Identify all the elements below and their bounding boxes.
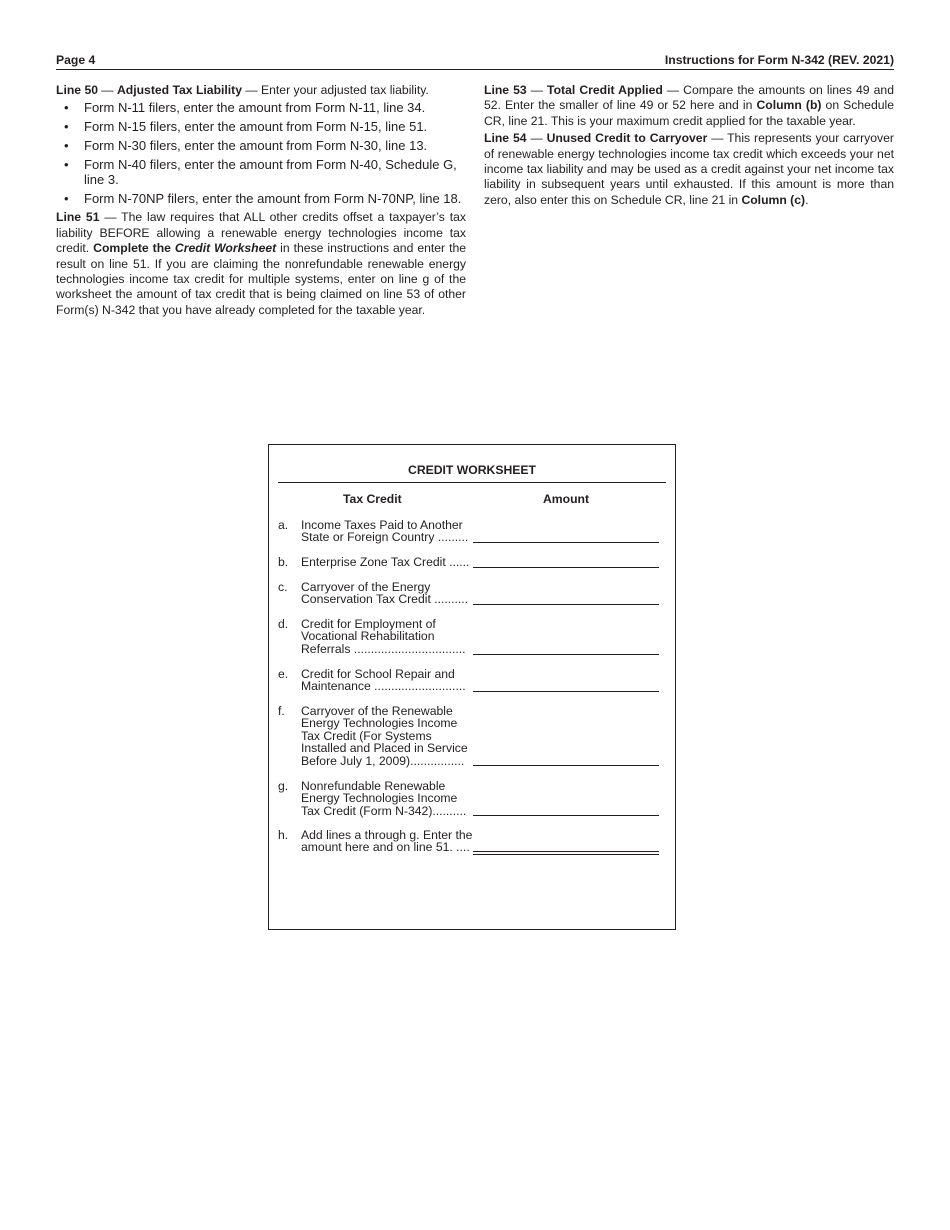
- bullet-text: Form N-40 filers, enter the amount from Form N-40, Schedule G, line 3.: [84, 157, 457, 188]
- amount-entry-line-d[interactable]: [473, 654, 659, 655]
- row-description: Enterprise Zone Tax Credit ......: [301, 555, 470, 569]
- bullet-icon: •: [64, 100, 69, 116]
- row-description: Add lines a through g. Enter the amount here and on line 51. ....: [301, 828, 473, 855]
- line-54-text-1: — This represents your carryover of renewable energy technologies income tax credit which exceeds your net income tax liability and may be used as a credit against your net income tax liability in subsequent years until exhausted. If this amount is more than zero, also enter this on Schedule CR, line 21 in: [484, 131, 894, 207]
- line-50-dash-2: —: [242, 83, 261, 97]
- bullet-text: Form N-15 filers, enter the amount from Form N-15, line 51.: [84, 119, 428, 135]
- bullet-icon: •: [64, 119, 69, 135]
- line-54-text-2: .: [805, 192, 809, 207]
- worksheet-title: CREDIT WORKSHEET: [408, 463, 536, 477]
- line-53-text-1: — Compare the amounts on lines 49 and 52. Enter the smaller of line 49 or 52 here and in: [484, 83, 894, 113]
- line-53-paragraph: [484, 83, 894, 129]
- bullet-item: [56, 100, 466, 115]
- row-letter: c.: [278, 580, 288, 594]
- bullet-text: Form N-11 filers, enter the amount from Form N-11, line 34.: [84, 100, 426, 116]
- left-column: [56, 83, 466, 320]
- row-description: Credit for School Repair and Maintenance ...........................: [301, 667, 466, 694]
- row-description: Credit for Employment of Vocational Rehabilitation Referrals .................................: [301, 617, 466, 656]
- amount-entry-line-g[interactable]: [473, 815, 659, 816]
- line-50-label: Line 50: [56, 83, 98, 97]
- bullet-item: [56, 191, 466, 206]
- row-letter: e.: [278, 667, 289, 681]
- line-50-dash: —: [98, 83, 117, 97]
- amount-entry-line-e[interactable]: [473, 691, 659, 692]
- total-amount-entry-line[interactable]: [473, 851, 659, 855]
- line-53-title: Total Credit Applied: [547, 83, 663, 97]
- bullet-icon: •: [64, 138, 69, 154]
- row-description: Income Taxes Paid to Another State or Foreign Country .........: [301, 518, 469, 545]
- line-50-title: Adjusted Tax Liability: [116, 83, 243, 97]
- line-54-label: Line 54: [484, 131, 527, 146]
- right-column: [484, 83, 894, 210]
- line-54-paragraph: [484, 131, 894, 208]
- row-description: Carryover of the Energy Conservation Tax Credit ..........: [301, 580, 469, 607]
- row-description: Carryover of the Renewable Energy Technologies Income Tax Credit (For Systems Installed and Placed in Service Before July 1, 2009)................: [301, 704, 468, 768]
- bullet-item: [56, 138, 466, 153]
- line-54-dash: —: [526, 131, 547, 146]
- credit-worksheet-reference: Credit Worksheet: [174, 241, 277, 256]
- line-50-text: Enter your adjusted tax liability.: [261, 83, 429, 97]
- column-c-reference: Column (c): [741, 192, 806, 207]
- bullet-text: Form N-70NP filers, enter the amount from Form N-70NP, line 18.: [84, 191, 462, 207]
- line-53-label: Line 53: [484, 83, 527, 97]
- credit-worksheet: [268, 444, 676, 930]
- page-header: [56, 53, 894, 70]
- row-letter: a.: [278, 518, 289, 532]
- row-letter: f.: [278, 704, 285, 718]
- amount-entry-line-a[interactable]: [473, 542, 659, 543]
- worksheet-title-divider: [278, 482, 666, 483]
- form-title: Instructions for Form N-342 (REV. 2021): [664, 53, 894, 67]
- bullet-icon: •: [64, 191, 69, 207]
- bullet-icon: •: [64, 157, 69, 173]
- line-51-text-1: — The law requires that ALL other credits offset a taxpayer’s tax liability BEFORE allowing a renewable energy technologies income tax credit.: [56, 210, 466, 256]
- bullet-item: [56, 157, 466, 187]
- row-letter: b.: [278, 555, 289, 569]
- page-number: Page 4: [56, 53, 96, 67]
- line-54-title: Unused Credit to Carryover: [546, 131, 708, 146]
- amount-entry-line-c[interactable]: [473, 604, 659, 605]
- column-b-reference: Column (b): [756, 98, 822, 113]
- line-51-bold-text: Complete the: [93, 241, 175, 256]
- amount-entry-line-b[interactable]: [473, 567, 659, 568]
- line-50-paragraph: [56, 83, 466, 98]
- row-letter: d.: [278, 617, 289, 631]
- line-51-text-2: in these instructions and enter the result on line 51. If you are claiming the nonrefundable renewable energy technologies income tax credit for multiple systems, enter on line g of the worksheet the amount of tax credit that is being claimed on line 53 of other Form(s) N-342 that you have already completed for the taxable year.: [56, 241, 467, 317]
- line-53-dash: —: [526, 83, 548, 97]
- line-53-text-2: on Schedule CR, line 21. This is your maximum credit applied for the taxable year.: [484, 98, 894, 128]
- bullet-text: Form N-30 filers, enter the amount from Form N-30, line 13.: [84, 138, 428, 154]
- row-letter: h.: [278, 828, 289, 842]
- line-51-paragraph: [56, 210, 466, 318]
- line-51-label: Line 51: [56, 210, 100, 225]
- bullet-item: [56, 119, 466, 134]
- amount-column-header: Amount: [543, 492, 590, 506]
- tax-credit-column-header: Tax Credit: [343, 492, 402, 506]
- filer-bullet-list: [56, 100, 466, 206]
- row-description: Nonrefundable Renewable Energy Technologies Income Tax Credit (Form N-342)..........: [301, 779, 467, 818]
- amount-entry-line-f[interactable]: [473, 765, 659, 766]
- row-letter: g.: [278, 779, 289, 793]
